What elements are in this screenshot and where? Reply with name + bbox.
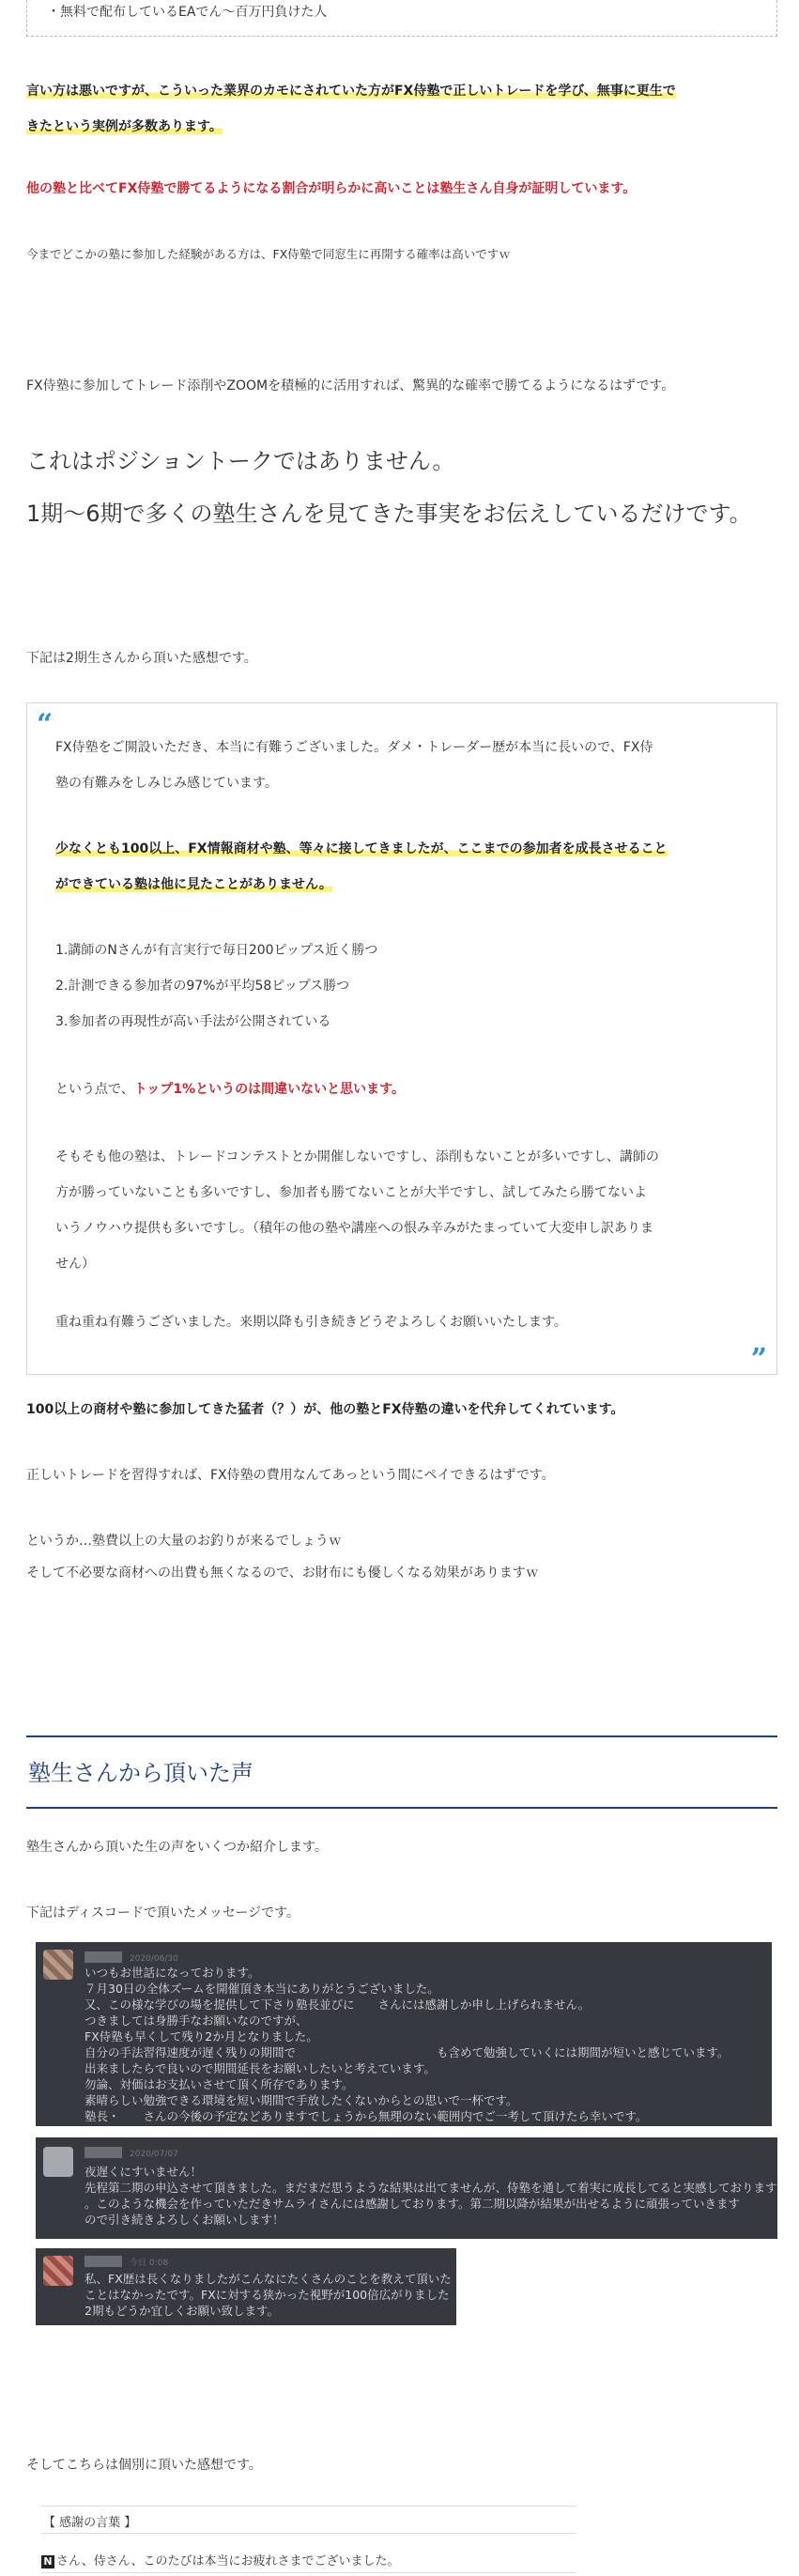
message-date: 今日 0:08 xyxy=(130,2259,169,2268)
initial-badge: N xyxy=(41,2555,54,2568)
section-heading xyxy=(26,1735,777,1809)
letter-title: 【 感謝の言葉 】 xyxy=(41,2506,576,2534)
small-note: 今までどこかの塾に参加した経験がある方は、FX侍塾で同窓生に再開する確率は高いですｗ xyxy=(26,247,511,261)
after-line-2: 正しいトレードを習得すれば、FX侍塾の費用なんてあっという間にペイできるはずです。 xyxy=(26,1468,555,1483)
close-quote-icon: ” xyxy=(750,1343,767,1376)
quote-list xyxy=(55,933,750,1040)
testimonial-quote xyxy=(26,702,777,1375)
review-intro: 下記は2期生さんから頂いた感想です。 xyxy=(26,651,257,666)
red-statement: 他の塾と比べてFX侍塾で勝てるようになる割合が明らかに高いことは塾生さん自身が証明しています。 xyxy=(26,181,637,196)
username-blurred xyxy=(85,2147,122,2158)
letter-line: N さん、侍さん、このたびは本当にお疲れさまでございました。 xyxy=(41,2551,576,2573)
username-blurred xyxy=(85,2256,122,2267)
section-heading-text: 塾生さんから頂いた声 xyxy=(28,1760,254,1786)
final-intro: そしてこちらは個別に頂いた感想です。 xyxy=(26,2458,262,2473)
highlight-paragraph: 言い方は悪いですが、こういった業界のカモにされていた方がFX侍塾で正しいトレードを学び、無事に更生で きたという実例が多数あります。 xyxy=(26,84,676,134)
discord-message xyxy=(36,2137,777,2239)
big-statement-2: 1期〜6期で多くの塾生さんを見てきた事実をお伝えしているだけです。 xyxy=(26,501,752,527)
avatar xyxy=(43,2256,73,2286)
quote-thanks: 重ね重ね有難うございました。来期以降も引き続きどうぞよろしくお願いいたします。 xyxy=(55,1315,567,1330)
message-text: いつもお世話になっております。 ７月30日の全体ズームを開催頂き本当にありがとうございました。 又、この様な学びの場を提供して下さり塾長並びに さんには感謝しか申し上げられません。 つきましては身勝手なお願いなのですが、 FX侍塾も早くして残り2か月となりました。 自分の手法習得速度が遅く残りの期間で も含めて勉強していくには期間が短いと感じています。 出来ましたらで良いので期間延長をお願いしたいと考えています。 勿論、対価はお支払いさせて頂く所存であります。 素晴らしい勉強できる環境を短い期間で手放したくないからとの思いで一杯です。 塾長・ さんの今後の予定などありますでしょうから無理のない範囲内でご一考して頂けたら幸いです。 xyxy=(85,1966,730,2123)
thanks-letter xyxy=(41,2506,576,2576)
quote-paragraph-1: FX侍塾をご開設いただき、本当に有難うございました。ダメ・トレーダー歴が本当に長いので、FX侍 塾の有難みをしみじみ感じています。 xyxy=(55,740,653,791)
username-blurred xyxy=(85,1951,122,1963)
message-text: 夜遅くにすいません！ 先程第二期の申込させて頂きました。まだまだ思うような結果は出てませんが、侍塾を通して着実に成長してると実感しております 。このような機会を作っていただきサムライさんには感謝しております。第二期以降が結果が出せるように頑張っていきます ので引き続きよろしくお願いします！ xyxy=(85,2165,777,2227)
message-text: 私、FX歴は長くなりましたがこんなにたくさんのことを教えて頂いた ことはなかったです。FXに対する狭かった視野が100倍広がりました 2期もどうか宜しくお願い致します。 xyxy=(85,2272,452,2318)
avatar xyxy=(43,2147,73,2177)
message-date: 2020/07/07 xyxy=(130,2150,178,2159)
section-intro: 塾生さんから頂いた生の声をいくつか紹介します。 xyxy=(26,1840,328,1855)
list-item: 1.講師のNさんが有言実行で毎日200ピップス近く勝つ xyxy=(55,943,378,958)
discord-message xyxy=(36,2248,456,2325)
zoom-paragraph: FX侍塾に参加してトレード添削やZOOMを積極的に活用すれば、驚異的な確率で勝てるようになるはずです。 xyxy=(26,378,675,393)
after-line-3: というか…塾費以上の大量のお釣りが来るでしょうｗ xyxy=(26,1534,342,1549)
quote-point: という点で、トップ1%というのは間違いないと思います。 xyxy=(55,1082,405,1097)
open-quote-icon: “ xyxy=(37,708,54,741)
quote-paragraph-3: そもそも他の塾は、トレードコンテストとか開催しないですし、添削もないことが多いですし、講師の 方が勝っていないことも多いですし、参加者も勝てないことが大半ですし、試してみたら勝てないよ いうノウハウ提供も多いですし。（積年の他の塾や講座への恨み辛みがたまっていて大変申し訳ありま せん） xyxy=(55,1149,659,1272)
message-date: 2020/06/30 xyxy=(130,1954,178,1964)
avatar xyxy=(43,1950,73,1980)
discord-message xyxy=(36,1942,772,2126)
after-line-4: そして不必要な商材への出費も無くなるので、お財布にも優しくなる効果がありますｗ xyxy=(26,1566,539,1581)
list-item: 2.計測できる参加者の97%が平均58ピップス勝つ xyxy=(55,979,350,994)
bullet-text: ・無料で配布しているEAでん〜百万円負けた人 xyxy=(47,5,328,20)
list-item: 3.参加者の再現性が高い手法が公開されている xyxy=(55,1014,331,1029)
discord-intro: 下記はディスコードで頂いたメッセージです。 xyxy=(26,1905,300,1920)
quote-highlight: 少なくとも100以上、FX情報商材や塾、等々に接してきましたが、ここまでの参加者を成長させること ができている塾は他に見たことがありません。 xyxy=(55,841,668,892)
big-statement-1: これはポジショントークではありません。 xyxy=(26,448,455,474)
bold-summary: 100以上の商材や塾に参加してきた猛者（？）が、他の塾とFX侍塾の違いを代弁してくれています。 xyxy=(26,1402,624,1417)
